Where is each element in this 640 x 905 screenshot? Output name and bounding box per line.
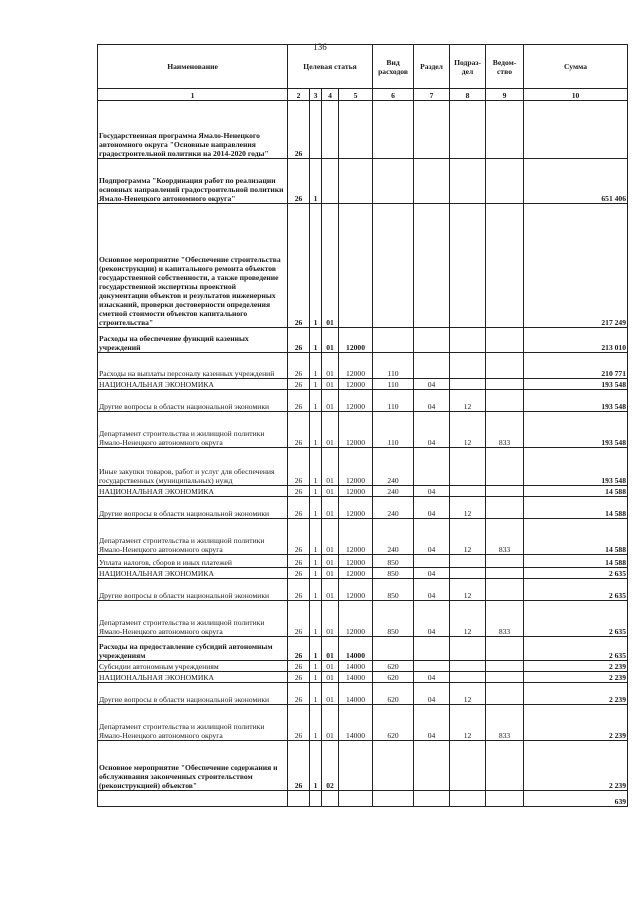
sum: 639 <box>524 791 628 807</box>
target-article-direction: 12000 <box>339 486 373 497</box>
sum: 2 635 <box>524 568 628 579</box>
department <box>486 568 524 579</box>
row-name: Государственная программа Ямало-Ненецкого автономного округа "Основные направления градостроительной политики на 2014-2020 годы" <box>98 101 288 159</box>
target-article-direction: 14000 <box>339 672 373 683</box>
sum: 193 548 <box>524 412 628 448</box>
target-article-subprogram: 1 <box>310 741 322 791</box>
table-body <box>98 45 628 807</box>
department: 833 <box>486 601 524 637</box>
row-name: Основное мероприятие "Обеспечение строительства (реконструкции) и капитального ремонта объектов государственной собственности, а также проведение государственной экспертизы проектной документации объектов и результатов инженерных изысканий, проверки достоверности определения сметной стоимости объектов капитального строительства" <box>98 204 288 328</box>
col-number: 10 <box>524 89 628 101</box>
target-article-event: 01 <box>322 328 339 353</box>
target-article-event: 01 <box>322 555 339 568</box>
department <box>486 555 524 568</box>
target-article-direction: 12000 <box>339 390 373 412</box>
row-name: Уплата налогов, сборов и иных платежей <box>98 555 288 568</box>
target-article-event: 01 <box>322 568 339 579</box>
table-row <box>98 497 628 519</box>
subsection: 12 <box>450 705 486 741</box>
target-article-event: 01 <box>322 448 339 486</box>
section: 04 <box>414 601 450 637</box>
expense-type: 850 <box>373 579 414 601</box>
department <box>486 159 524 204</box>
table-row <box>98 353 628 379</box>
expense-type: 240 <box>373 497 414 519</box>
expense-type <box>373 159 414 204</box>
sum: 2 239 <box>524 672 628 683</box>
row-name: Подпрограмма "Координация работ по реализации основных направлений градостроительной политики Ямало-Ненецкого автономного округа" <box>98 159 288 204</box>
department <box>486 353 524 379</box>
subsection: 12 <box>450 601 486 637</box>
sum: 14 588 <box>524 555 628 568</box>
target-article-subprogram: 1 <box>310 601 322 637</box>
table-row <box>98 204 628 328</box>
subsection: 12 <box>450 412 486 448</box>
sum: 2 239 <box>524 705 628 741</box>
col-number: 8 <box>450 89 486 101</box>
target-article-event: 01 <box>322 579 339 601</box>
row-name: Департамент строительства и жилищной политики Ямало-Ненецкого автономного округа <box>98 705 288 741</box>
target-article-direction: 12000 <box>339 353 373 379</box>
row-name: Департамент строительства и жилищной политики Ямало-Ненецкого автономного округа <box>98 412 288 448</box>
expense-type: 110 <box>373 412 414 448</box>
target-article-subprogram: 1 <box>310 568 322 579</box>
target-article-subprogram: 1 <box>310 328 322 353</box>
target-article-direction: 14000 <box>339 661 373 672</box>
expense-type: 620 <box>373 661 414 672</box>
sum: 210 771 <box>524 353 628 379</box>
target-article-subprogram: 1 <box>310 672 322 683</box>
section <box>414 353 450 379</box>
subsection <box>450 791 486 807</box>
sum: 2 239 <box>524 661 628 672</box>
sum: 193 548 <box>524 448 628 486</box>
section <box>414 661 450 672</box>
expense-type: 240 <box>373 519 414 555</box>
department: 833 <box>486 519 524 555</box>
target-article-subprogram: 1 <box>310 555 322 568</box>
header-row <box>98 45 628 89</box>
target-article-program: 26 <box>288 601 310 637</box>
target-article-subprogram: 1 <box>310 497 322 519</box>
section: 04 <box>414 705 450 741</box>
header-subsection: Подраз-дел <box>450 45 486 89</box>
table-row <box>98 448 628 486</box>
department <box>486 683 524 705</box>
target-article-subprogram: 1 <box>310 519 322 555</box>
table-row <box>98 579 628 601</box>
sum: 14 588 <box>524 497 628 519</box>
department <box>486 579 524 601</box>
target-article-program: 26 <box>288 159 310 204</box>
section <box>414 448 450 486</box>
section: 04 <box>414 683 450 705</box>
target-article-program: 26 <box>288 568 310 579</box>
target-article-subprogram: 1 <box>310 448 322 486</box>
subsection: 12 <box>450 497 486 519</box>
target-article-subprogram: 1 <box>310 637 322 661</box>
target-article-program <box>288 791 310 807</box>
target-article-direction <box>339 741 373 791</box>
target-article-direction: 12000 <box>339 497 373 519</box>
target-article-event: 01 <box>322 379 339 390</box>
target-article-direction: 12000 <box>339 379 373 390</box>
expense-type: 620 <box>373 705 414 741</box>
section: 04 <box>414 519 450 555</box>
table-row <box>98 159 628 204</box>
col-number: 4 <box>322 89 339 101</box>
expense-type <box>373 741 414 791</box>
target-article-event: 01 <box>322 519 339 555</box>
target-article-subprogram: 1 <box>310 204 322 328</box>
column-number-row <box>98 89 628 101</box>
row-name: Субсидии автономным учреждениям <box>98 661 288 672</box>
target-article-event: 01 <box>322 705 339 741</box>
section: 04 <box>414 568 450 579</box>
expense-type: 850 <box>373 555 414 568</box>
header-sum: Сумма <box>524 45 628 89</box>
table-row <box>98 390 628 412</box>
subsection <box>450 328 486 353</box>
department <box>486 204 524 328</box>
section <box>414 741 450 791</box>
section: 04 <box>414 390 450 412</box>
col-number: 2 <box>288 89 310 101</box>
target-article-program: 26 <box>288 497 310 519</box>
expense-type <box>373 637 414 661</box>
table-row <box>98 328 628 353</box>
table-row <box>98 486 628 497</box>
target-article-subprogram <box>310 791 322 807</box>
target-article-program: 26 <box>288 741 310 791</box>
target-article-direction: 12000 <box>339 579 373 601</box>
table-row <box>98 555 628 568</box>
expense-type <box>373 204 414 328</box>
expense-type: 850 <box>373 568 414 579</box>
expense-type <box>373 328 414 353</box>
target-article-event: 01 <box>322 637 339 661</box>
target-article-direction <box>339 791 373 807</box>
expense-type <box>373 791 414 807</box>
target-article-program: 26 <box>288 661 310 672</box>
target-article-direction: 14000 <box>339 705 373 741</box>
department <box>486 741 524 791</box>
col-number: 5 <box>339 89 373 101</box>
target-article-direction: 14000 <box>339 683 373 705</box>
subsection <box>450 661 486 672</box>
section <box>414 159 450 204</box>
col-number: 9 <box>486 89 524 101</box>
table-row <box>98 705 628 741</box>
target-article-program: 26 <box>288 204 310 328</box>
subsection <box>450 101 486 159</box>
target-article-subprogram <box>310 101 322 159</box>
sum: 651 406 <box>524 159 628 204</box>
target-article-direction: 12000 <box>339 448 373 486</box>
table-row <box>98 379 628 390</box>
expense-type: 620 <box>373 683 414 705</box>
target-article-event: 01 <box>322 353 339 379</box>
department <box>486 791 524 807</box>
subsection: 12 <box>450 683 486 705</box>
department <box>486 379 524 390</box>
target-article-program: 26 <box>288 412 310 448</box>
table-row <box>98 568 628 579</box>
expense-type <box>373 101 414 159</box>
target-article-subprogram: 1 <box>310 661 322 672</box>
table-row <box>98 741 628 791</box>
section: 04 <box>414 497 450 519</box>
section: 04 <box>414 412 450 448</box>
sum <box>524 101 628 159</box>
target-article-direction: 12000 <box>339 555 373 568</box>
header-expense-type: Вид расходов <box>373 45 414 89</box>
section: 04 <box>414 579 450 601</box>
header-department: Ведом-ство <box>486 45 524 89</box>
table-row <box>98 683 628 705</box>
row-name: Другие вопросы в области национальной экономики <box>98 497 288 519</box>
target-article-subprogram: 1 <box>310 412 322 448</box>
subsection <box>450 555 486 568</box>
row-name: Другие вопросы в области национальной экономики <box>98 579 288 601</box>
col-number: 7 <box>414 89 450 101</box>
target-article-program: 26 <box>288 379 310 390</box>
department <box>486 328 524 353</box>
row-name: Расходы на предоставление субсидий автономным учреждениям <box>98 637 288 661</box>
department <box>486 637 524 661</box>
target-article-subprogram: 1 <box>310 379 322 390</box>
budget-table <box>97 44 628 807</box>
table-row <box>98 101 628 159</box>
department: 833 <box>486 705 524 741</box>
target-article-event: 01 <box>322 412 339 448</box>
row-name: НАЦИОНАЛЬНАЯ ЭКОНОМИКА <box>98 568 288 579</box>
expense-type: 850 <box>373 601 414 637</box>
expense-type: 110 <box>373 353 414 379</box>
target-article-direction: 12000 <box>339 519 373 555</box>
target-article-subprogram: 1 <box>310 390 322 412</box>
sum: 2 635 <box>524 579 628 601</box>
target-article-program: 26 <box>288 486 310 497</box>
sum: 14 588 <box>524 486 628 497</box>
row-name: Другие вопросы в области национальной экономики <box>98 683 288 705</box>
subsection <box>450 637 486 661</box>
row-name: Департамент строительства и жилищной политики Ямало-Ненецкого автономного округа <box>98 601 288 637</box>
page-number: 136 <box>313 42 327 52</box>
target-article-event: 01 <box>322 661 339 672</box>
section <box>414 328 450 353</box>
section <box>414 101 450 159</box>
expense-type: 110 <box>373 390 414 412</box>
department <box>486 101 524 159</box>
subsection: 12 <box>450 390 486 412</box>
target-article-program: 26 <box>288 390 310 412</box>
target-article-direction <box>339 101 373 159</box>
row-name: НАЦИОНАЛЬНАЯ ЭКОНОМИКА <box>98 486 288 497</box>
subsection <box>450 448 486 486</box>
sum: 193 548 <box>524 390 628 412</box>
sum: 193 548 <box>524 379 628 390</box>
row-name: Другие вопросы в области национальной экономики <box>98 390 288 412</box>
target-article-direction: 12000 <box>339 412 373 448</box>
row-name: НАЦИОНАЛЬНАЯ ЭКОНОМИКА <box>98 379 288 390</box>
target-article-direction: 14000 <box>339 637 373 661</box>
section <box>414 555 450 568</box>
target-article-program: 26 <box>288 579 310 601</box>
header-section: Раздел <box>414 45 450 89</box>
target-article-subprogram: 1 <box>310 705 322 741</box>
target-article-event: 01 <box>322 672 339 683</box>
target-article-subprogram: 1 <box>310 353 322 379</box>
subsection <box>450 353 486 379</box>
sum: 213 010 <box>524 328 628 353</box>
target-article-direction <box>339 159 373 204</box>
section <box>414 791 450 807</box>
target-article-event <box>322 159 339 204</box>
col-number: 1 <box>98 89 288 101</box>
row-name <box>98 791 288 807</box>
table-row <box>98 637 628 661</box>
target-article-event: 01 <box>322 390 339 412</box>
target-article-program: 26 <box>288 328 310 353</box>
expense-type: 620 <box>373 672 414 683</box>
row-name: НАЦИОНАЛЬНАЯ ЭКОНОМИКА <box>98 672 288 683</box>
target-article-event: 02 <box>322 741 339 791</box>
table-row <box>98 661 628 672</box>
col-number: 3 <box>310 89 322 101</box>
section <box>414 204 450 328</box>
sum: 14 588 <box>524 519 628 555</box>
department <box>486 661 524 672</box>
header-name: Наименование <box>98 45 288 89</box>
table-row <box>98 519 628 555</box>
subsection <box>450 568 486 579</box>
target-article-direction: 12000 <box>339 601 373 637</box>
header-target-article: Целевая статья <box>288 45 373 89</box>
target-article-program: 26 <box>288 353 310 379</box>
expense-type: 240 <box>373 448 414 486</box>
target-article-program: 26 <box>288 519 310 555</box>
subsection <box>450 159 486 204</box>
department: 833 <box>486 412 524 448</box>
section: 04 <box>414 486 450 497</box>
target-article-program: 26 <box>288 101 310 159</box>
department <box>486 486 524 497</box>
subsection <box>450 379 486 390</box>
subsection <box>450 486 486 497</box>
row-name: Иные закупки товаров, работ и услуг для обеспечения государственных (муниципальных) нужд <box>98 448 288 486</box>
target-article-event: 01 <box>322 204 339 328</box>
subsection <box>450 672 486 683</box>
target-article-program: 26 <box>288 637 310 661</box>
row-name: Расходы на выплаты персоналу казенных учреждений <box>98 353 288 379</box>
target-article-event: 01 <box>322 497 339 519</box>
expense-type: 110 <box>373 379 414 390</box>
row-name: Департамент строительства и жилищной политики Ямало-Ненецкого автономного округа <box>98 519 288 555</box>
section: 04 <box>414 379 450 390</box>
subsection <box>450 204 486 328</box>
department <box>486 448 524 486</box>
target-article-program: 26 <box>288 448 310 486</box>
sum: 2 239 <box>524 741 628 791</box>
col-number: 6 <box>373 89 414 101</box>
target-article-event <box>322 791 339 807</box>
subsection: 12 <box>450 519 486 555</box>
target-article-direction: 12000 <box>339 568 373 579</box>
section <box>414 637 450 661</box>
target-article-subprogram: 1 <box>310 159 322 204</box>
target-article-subprogram: 1 <box>310 683 322 705</box>
sum: 217 249 <box>524 204 628 328</box>
target-article-direction <box>339 204 373 328</box>
target-article-program: 26 <box>288 672 310 683</box>
row-name: Основное мероприятие "Обеспечение содержания и обслуживания законченных строительством (реконструкцией) объектов" <box>98 741 288 791</box>
target-article-event: 01 <box>322 683 339 705</box>
table-row <box>98 412 628 448</box>
sum: 2 239 <box>524 683 628 705</box>
table-row <box>98 791 628 807</box>
target-article-program: 26 <box>288 705 310 741</box>
department <box>486 672 524 683</box>
row-name: Расходы на обеспечение функций казенных учреждений <box>98 328 288 353</box>
target-article-program: 26 <box>288 683 310 705</box>
target-article-event: 01 <box>322 601 339 637</box>
target-article-subprogram: 1 <box>310 486 322 497</box>
department <box>486 390 524 412</box>
table-row <box>98 601 628 637</box>
department <box>486 497 524 519</box>
target-article-event: 01 <box>322 486 339 497</box>
target-article-event <box>322 101 339 159</box>
table-row <box>98 672 628 683</box>
section: 04 <box>414 672 450 683</box>
target-article-direction: 12000 <box>339 328 373 353</box>
target-article-program: 26 <box>288 555 310 568</box>
sum: 2 635 <box>524 601 628 637</box>
expense-type: 240 <box>373 486 414 497</box>
subsection: 12 <box>450 579 486 601</box>
subsection <box>450 741 486 791</box>
sum: 2 635 <box>524 637 628 661</box>
target-article-subprogram: 1 <box>310 579 322 601</box>
